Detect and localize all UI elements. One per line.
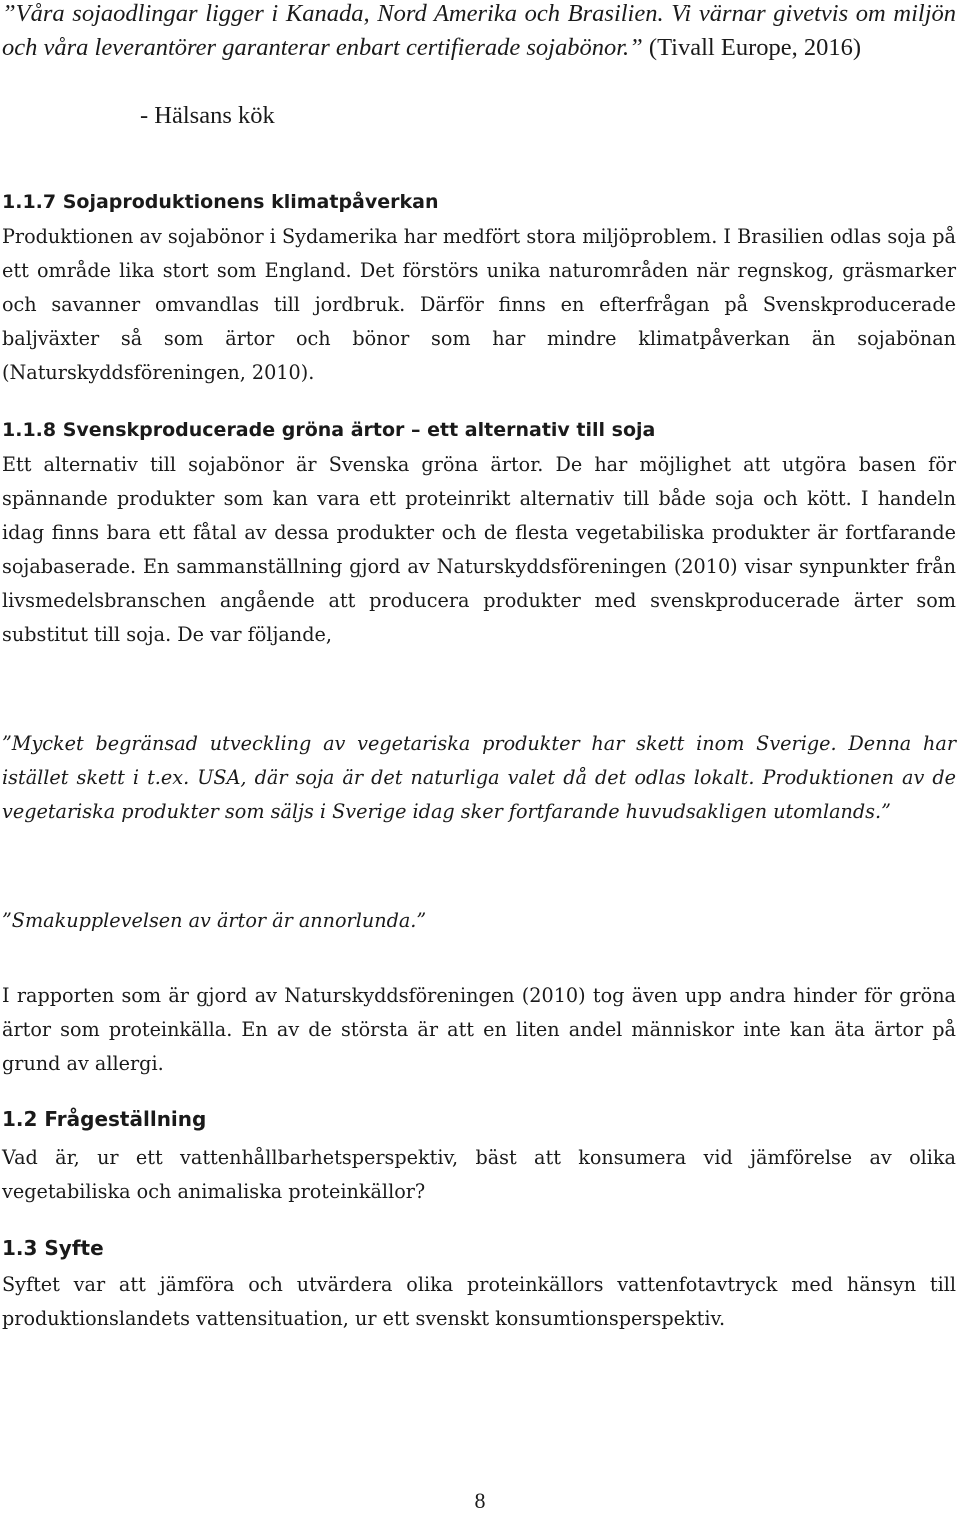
intro-source: - Hälsans kök: [140, 102, 275, 129]
section-body-1-1-8: Ett alternativ till sojabönor är Svenska gröna ärtor. De har möjlighet att utgöra basen för spännande produkter som kan vara ett proteinrikt alternativ till både soja och kött. I handeln idag finns bara ett fåtal av dessa produkter och de flesta vegetabiliska produkter är fortfarande sojabaserade. En sammanställning gjord av Naturskyddsföreningen (2010) visar synpunkter från livsmedelsbranschen angående att producera produkter med svenskproducerade ärter som substitut till soja. De var följande,: [2, 453, 956, 646]
section-heading-1-1-8: 1.1.8 Svenskproducerade gröna ärtor – ett alternativ till soja: [2, 419, 656, 441]
section-body-1-3: Syftet var att jämföra och utvärdera olika proteinkällors vattenfotavtryck med hänsyn till produktionslandets vattensituation, ur ett svenskt konsumtionsperspektiv.: [2, 1273, 956, 1330]
quote-vegetarian-development: ”Mycket begränsad utveckling av vegetariska produkter har skett inom Sverige. Denna har istället skett i t.ex. USA, där soja är det naturliga valet då det odlas lokalt. Produktionen av de vegetariska produkter som säljs i Sverige idag sker fortfarande huvudsakligen utomlands.”: [2, 732, 956, 823]
page-number: 8: [474, 1488, 486, 1513]
section-body-1-1-7: Produktionen av sojabönor i Sydamerika har medfört stora miljöproblem. I Brasilien odlas soja på ett område lika stort som England. Det förstörs unika naturområden när regnskog, gräsmarker och savanner omvandlas till jordbruk. Därför finns en efterfrågan på Svenskproducerade baljväxter så som ärtor och bönor som har mindre klimatpåverkan än sojabönan (Naturskyddsföreningen, 2010).: [2, 225, 956, 384]
section-heading-1-3: 1.3 Syfte: [2, 1236, 104, 1260]
section-heading-1-1-7: 1.1.7 Sojaproduktionens klimatpåverkan: [2, 191, 439, 213]
quote-taste-experience: ”Smakupplevelsen av ärtor är annorlunda.”: [2, 909, 427, 932]
intro-citation: (Tivall Europe, 2016): [642, 34, 862, 61]
section-body-1-2: Vad är, ur ett vattenhållbarhetsperspektiv, bäst att konsumera vid jämförelse av olika vegetabiliska och animaliska proteinkällor?: [2, 1146, 956, 1203]
section-heading-1-2: 1.2 Frågeställning: [2, 1107, 207, 1131]
section-closing-1-1-8: I rapporten som är gjord av Naturskyddsföreningen (2010) tog även upp andra hinder för gröna ärtor som proteinkälla. En av de största är att en liten andel människor inte kan äta ärtor på grund av allergi.: [2, 984, 956, 1075]
intro-quote: ”Våra sojaodlingar ligger i Kanada, Nord Amerika och Brasilien. Vi värnar givetvis om miljön och våra leverantörer garanterar enbart certifierade sojabönor.”: [2, 0, 956, 61]
intro-quote-paragraph: [2, 0, 956, 65]
